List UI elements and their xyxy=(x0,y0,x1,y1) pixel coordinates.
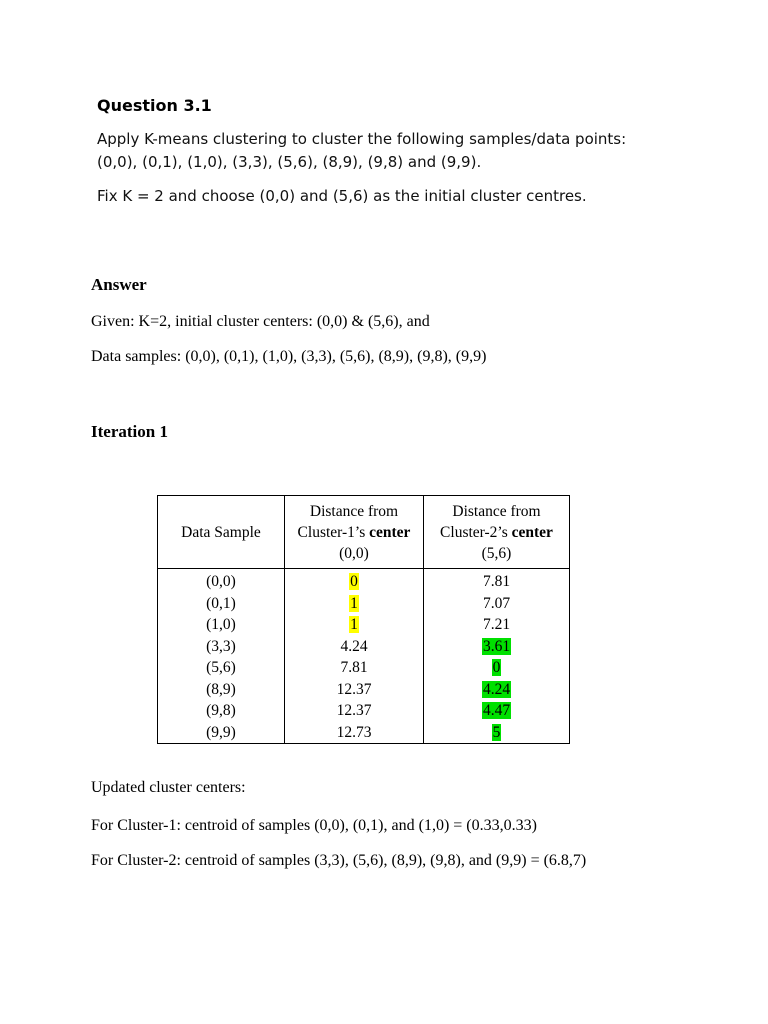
data-sample-cell xyxy=(158,722,285,744)
cluster-1-distance-cell xyxy=(285,722,424,744)
cluster-1-centroid-text: For Cluster-1: centroid of samples (0,0), (0,1), and (1,0) = (0.33,0.33) xyxy=(91,817,537,834)
cluster-2-distance-cell-value: 4.47 xyxy=(482,702,511,719)
table-row xyxy=(158,700,570,722)
cluster-1-distance-cell xyxy=(285,593,424,615)
cluster-1-distance-cell xyxy=(285,614,424,636)
question-title: Question 3.1 xyxy=(97,96,212,115)
cluster-2-distance-cell-value: 5 xyxy=(492,723,501,741)
cluster-1-distance-cell-value: 7.81 xyxy=(340,659,368,676)
given-text: Given: K=2, initial cluster centers: (0,0) & (5,6), and xyxy=(91,313,430,330)
data-sample-cell xyxy=(158,569,285,593)
cluster-1-distance-cell-value: 12.37 xyxy=(336,702,372,719)
table-row xyxy=(158,636,570,658)
data-sample-cell-value: (9,9) xyxy=(206,723,236,741)
header-cluster-2-line-3: (5,6) xyxy=(481,544,512,562)
cluster-1-distance-cell xyxy=(285,569,424,593)
header-cluster-2-line-1: Distance from xyxy=(452,502,541,520)
data-sample-cell xyxy=(158,679,285,701)
cluster-1-distance-cell xyxy=(285,636,424,658)
cluster-2-distance-cell xyxy=(424,657,570,679)
data-sample-cell-value: (0,1) xyxy=(206,594,236,612)
cluster-2-distance-cell xyxy=(424,700,570,722)
table-header-row xyxy=(158,496,570,569)
data-sample-cell-value: (1,0) xyxy=(206,616,236,633)
cluster-1-distance-cell-value: 0 xyxy=(350,573,358,590)
cluster-1-distance-cell xyxy=(285,657,424,679)
table-row xyxy=(158,679,570,701)
cluster-2-distance-cell-value: 7.81 xyxy=(482,573,511,590)
cluster-2-distance-cell xyxy=(424,679,570,701)
cluster-2-distance-cell-value: 7.21 xyxy=(482,616,511,633)
header-cluster-2-line-2 xyxy=(424,522,569,543)
table-row xyxy=(158,614,570,636)
data-sample-cell xyxy=(158,657,285,679)
header-cluster-2-center-word: center xyxy=(511,523,553,541)
data-samples-text: Data samples: (0,0), (0,1), (1,0), (3,3), (5,6), (8,9), (9,8), (9,9) xyxy=(91,348,487,365)
updated-centers-heading: Updated cluster centers: xyxy=(91,779,246,796)
header-data-sample: Data Sample xyxy=(158,496,285,569)
header-cluster-2-name: Cluster-2’s xyxy=(440,523,512,541)
header-cluster-1-center-word: center xyxy=(369,523,411,541)
cluster-1-distance-cell-value: 4.24 xyxy=(340,637,368,655)
cluster-2-distance-cell xyxy=(424,569,570,593)
cluster-1-distance-cell-value: 1 xyxy=(350,616,358,633)
data-sample-cell-value: (8,9) xyxy=(206,680,236,698)
data-sample-cell xyxy=(158,614,285,636)
header-cluster-1-line-2 xyxy=(285,522,423,543)
cluster-1-distance-cell xyxy=(285,679,424,701)
distance-table xyxy=(157,495,570,744)
data-sample-cell xyxy=(158,593,285,615)
header-cluster-1-line-3: (0,0) xyxy=(339,544,369,562)
question-line-2: (0,0), (0,1), (1,0), (3,3), (5,6), (8,9), (9,8) and (9,9). xyxy=(97,153,482,171)
cluster-2-distance-cell-value: 3.61 xyxy=(482,637,511,655)
question-line-3: Fix K = 2 and choose (0,0) and (5,6) as the initial cluster centres. xyxy=(97,187,587,205)
data-sample-cell-value: (3,3) xyxy=(206,637,236,655)
header-cluster-1-line-1: Distance from xyxy=(309,502,399,520)
cluster-1-distance-cell xyxy=(285,700,424,722)
cluster-2-centroid-text: For Cluster-2: centroid of samples (3,3), (5,6), (8,9), (9,8), and (9,9) = (6.8,7) xyxy=(91,852,587,869)
cluster-2-distance-cell-value: 0 xyxy=(492,659,501,676)
cluster-2-distance-cell xyxy=(424,636,570,658)
data-sample-cell-value: (0,0) xyxy=(206,573,236,590)
table-body xyxy=(158,569,570,744)
table-row xyxy=(158,657,570,679)
table-row xyxy=(158,593,570,615)
table-row xyxy=(158,722,570,744)
data-sample-cell xyxy=(158,636,285,658)
answer-heading: Answer xyxy=(91,275,147,294)
cluster-2-distance-cell xyxy=(424,593,570,615)
header-cluster-1-distance xyxy=(285,496,424,569)
cluster-2-distance-cell xyxy=(424,614,570,636)
header-cluster-1-name: Cluster-1’s xyxy=(297,523,370,541)
question-line-1: Apply K-means clustering to cluster the following samples/data points: xyxy=(97,130,627,148)
cluster-1-distance-cell-value: 1 xyxy=(350,594,358,612)
cluster-1-distance-cell-value: 12.37 xyxy=(336,680,372,698)
data-sample-cell-value: (5,6) xyxy=(206,659,236,676)
data-sample-cell-value: (9,8) xyxy=(206,702,236,719)
cluster-2-distance-cell-value: 7.07 xyxy=(482,594,511,612)
cluster-2-distance-cell xyxy=(424,722,570,744)
cluster-1-distance-cell-value: 12.73 xyxy=(336,723,372,741)
cluster-2-distance-cell-value: 4.24 xyxy=(482,680,511,698)
header-cluster-2-distance xyxy=(424,496,570,569)
data-sample-cell xyxy=(158,700,285,722)
iteration-heading: Iteration 1 xyxy=(91,422,168,441)
table-row xyxy=(158,569,570,593)
